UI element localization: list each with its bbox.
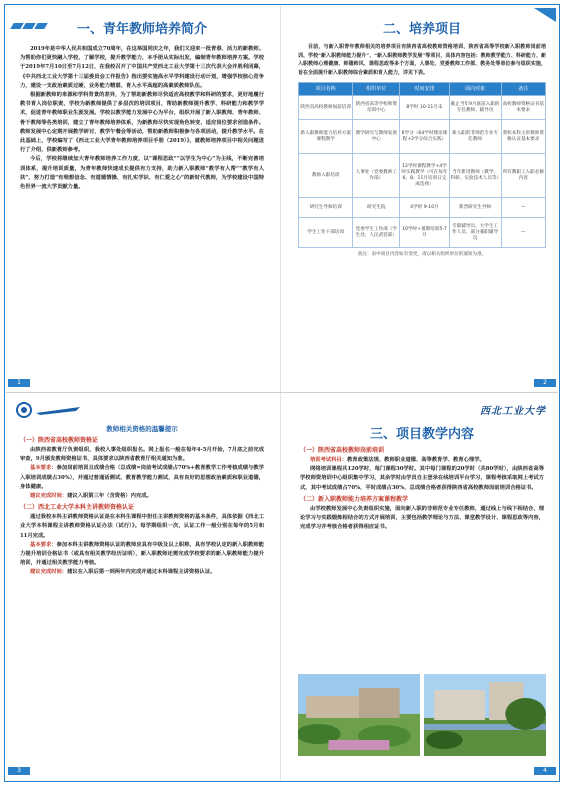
exam-subjects-text: 教育政策法规、教师职业道德、高等教育学、教育心理学。 [347,457,485,463]
column-header: 时间安排 [400,83,449,96]
table-cell: 新入职教师能力培养方案课程教学 [299,120,353,154]
header-logo [8,396,276,418]
table-row [299,154,546,198]
requirement-text: 参加本科主讲教师资格认证的教师应具有中级及以上职称，具有学校认定的新入职教师能力提升培训合格证书（或具有相关教学经历证明），新入职教师还需完成学校要求的新入职教师能力提升培训，并通过相关教学能力考核。 [20,541,264,567]
page-4 [288,396,556,778]
paragraph: 网络培训课程共120学时，每门课程30学时。其中每门课程的20学时（共80学时），由陕西省高等学校师资培训中心组织集中学习，其余学时由学员自主登录在线培训平台学习，课程考核采取网上考试方式，其中考试成绩占70%，平时成绩占30%，总成绩合格者获得陕西省高校教师岗前培训合格证书。 [300,466,544,491]
spread-divider [6,392,558,393]
label-exam-subjects: 培训考试科目： [310,457,348,463]
table-cell: 6学分（64学时理论课程+2学分综合实践） [400,120,449,154]
table-cell: 所有教职工入职必修内容 [501,154,546,198]
page-number: 1 [8,379,30,387]
header-brand [288,396,556,417]
table-row [299,198,546,218]
campus-photo [298,674,420,756]
page-number: 3 [8,767,30,775]
table-cell: 学生工作干部培训 [299,218,353,248]
subsection-title: （二）新入职教师能力培养方案课程教学 [300,495,409,503]
paragraph: 由学校教师发展中心负责组织实施，面向新入职的非师范专业专任教师，通过线上与线下相结合、理论学习与实践锻炼相结合的方式开展培训，主要包括教学理论与方法、课堂教学设计、课程思政等内容，完成学习并考核合格者获得相应证书。 [300,505,544,531]
section-title: 二、培养项目 [382,22,461,37]
suggested-time-text: 建议在入职后第一到两年内完成并通过本科课程主讲资格认证。 [67,569,216,576]
paragraph: 今后，学校将继续加大青年教师培养工作力度，以“课程思政”“以学生为中心”为主线，不断完善培训体系，提升培训质量，为青年教师快速成长提供有力支持，助力新入职教师“教学有人帮”“教学有人扶”，努力打造“有理想信念、有道德情操、有扎实学识、有仁爱之心”的新时代教师，为学校建设中国特色世界一流大学贡献力量。 [20,156,264,191]
table-cell: 人事处（党委教师工作部） [353,154,400,198]
paragraph: 2019年是中华人民共和国成立70周年，在这举国同庆之年，我们又迎来一批青春、活力的新教师。为帮助你们更快融入学校，了解学校，提升教学能力，本手册从实际出发，编制青年教师培养方案。学校于2019年7月10日至7月12日，在我校召开了中国共产党西北工业大学第十三次代表大会并胜利闭幕，《中共西北工业大学第十三届委员会工作报告》指出要实施高水平学科建设行动计划，增强学校核心竞争力，建设一支政治素质过硬、业务能力精湛、育人水平高超的高素质教师队伍。 [20,46,264,89]
table-cell: 当年新进教师（教学、科研、实验技术人员等） [449,154,501,198]
table-cell: 陕西省高校教师岗前培训 [299,96,353,120]
label-basic-requirement: 基本要求： [30,541,57,548]
paragraph: 根据新教师的来源和学科背景的差异，为了帮助新教师尽快适应高校教学和科研的要求，更好地履行教书育人岗位职责，学校为新教师提供了多层次的培训项目，帮助新教师提升教学、科研能力和教学学术，促进青年教师职业生涯发展。学校以教学能力发展中心为平台，组织开展了新入职教师、青年教师、骨干教师等各类培训，建立了青年教师培养体系，为新教师尽快实现角色转变、适应岗位要求创造条件。教师发展中心定期开展教学研讨、教学午餐会等活动，帮助新教师积极参与各项活动，提升教学水平。在此基础上，学校编写了《西北工业大学青年教师培养项目手册（2019）》，就教师培养项目中相关问题进行了介绍，供新教师参考。 [20,92,264,154]
subsection-title: （二）西北工业大学本科主讲教师资格认证 [20,504,135,512]
intro-paragraph: 目前，与新入职青年教师相关的培养项目有陕西省高校教师资格培训、陕西省高等学校新入职教师岗前培训、学校“新入职教师能力提升”、“新入职教师教学发展”等项目，具体内容包括：教师教学能力、科研能力、新入职教师心理健康、师德师风、课程思政等多个方面，人事处、党委教师工作部、教务处等单位参与组织实施，旨在全面提升新入职教师综合素质和育人能力，详见下表。 [298,44,546,76]
university-emblem-icon [16,402,32,418]
suggested-time-text: 建议入职第三年（含资格）内完成。 [67,493,152,500]
university-name: 西北工业大学 [480,406,546,417]
table-cell: 陕西省高等学校师资培训中心 [353,96,400,120]
table-note: 备注：表中项目内容如有变更，请以相关组织单位的通知为准。 [357,252,487,258]
column-header: 面向对象 [449,83,501,96]
section-header: 教师相关资格的温馨提示 [106,425,178,433]
column-header: 备注 [501,83,546,96]
table-cell: 我校本科主讲教师资格认证基本要求 [501,120,546,154]
table-cell: — [501,198,546,218]
table-cell: 8学时 10-11月末 [400,96,449,120]
subsection-title: （一）陕西省高校教师岗前培训 [300,447,385,454]
table-cell: 党委学生工作部（学生处、人民武装部） [353,218,400,248]
page-number: 2 [534,379,556,387]
table-header-row [299,83,546,96]
table-cell: — [501,218,546,248]
corner-decoration [534,8,556,22]
spine-divider [280,6,281,780]
table-row [299,96,546,120]
table-cell: 教学研究与教师发展中心 [353,120,400,154]
decorative-stripes [12,14,48,20]
table-row [299,120,546,154]
paragraph: 由陕西省教育厅负责组织，我校人事处组织报名。网上报名一般在每年4-5月开始，7月底之前完成审查，9月颁发教师资格证书，具体要求以陕西省教育厅相关通知为准。 [20,447,264,463]
table-cell: 高校教师资格证书基本要求 [501,96,546,120]
page-1 [8,8,276,390]
page-2 [288,8,556,390]
table-cell: 新入职的非师范专业专任教师 [449,120,501,154]
campus-photos [298,674,546,756]
campus-photo [424,674,546,756]
subsection-title: （一）陕西省高校教师资格证 [20,437,99,444]
table-cell: 新晋研究生导师 [449,198,501,218]
column-header: 组织单位 [353,83,400,96]
section-title: 一、青年教师培养简介 [76,22,207,37]
wing-logo-icon [36,405,80,415]
table-cell: 研究生导师培训 [299,198,353,218]
project-table [298,82,546,248]
column-header: 项目名称 [299,83,353,96]
table-cell: 研究生院 [353,198,400,218]
label-basic-requirement: 基本要求： [30,465,57,472]
table-cell: 教师入职培训 [299,154,353,198]
section-title: 三、项目教学内容 [369,427,474,442]
page-3 [8,396,276,778]
table-cell: 专职辅导员、大学生工作人员、部分兼职辅导员 [449,218,501,248]
table-cell: 4学时 9-10月 [400,198,449,218]
table-cell: 截止当年9月底前入职的专任教师、辅导员 [449,96,501,120]
table-row [299,218,546,248]
table-cell: 10学时+暑期培训5-7月 [400,218,449,248]
page-number: 4 [534,767,556,775]
requirement-text: 参加岗前培训且成绩合格（总成绩=岗前考试成绩占70%+教育教学工作考核成绩与教学入职培训成绩占30%），并通过普通话测试、教育教学能力测试，具有良好的思想政治素质和职业道德，身体健康。 [20,465,264,490]
table-cell: 12学时课程教学+4学时实践教学（可在每年6、8、11月培训日完成选择） [400,154,449,198]
label-suggested-time: 建议完成时间： [30,493,68,500]
label-suggested-time: 建议完成时间： [30,569,68,576]
paragraph: 通过我校本科主讲教师资格认证是在本科生课程中担任主讲教师资格的基本条件，具体依据《西北工业大学本科课程主讲教师资格认证办法（试行）》。每学期组织一次，认证工作一般分别在每年的5月和11月完成。 [20,514,264,539]
